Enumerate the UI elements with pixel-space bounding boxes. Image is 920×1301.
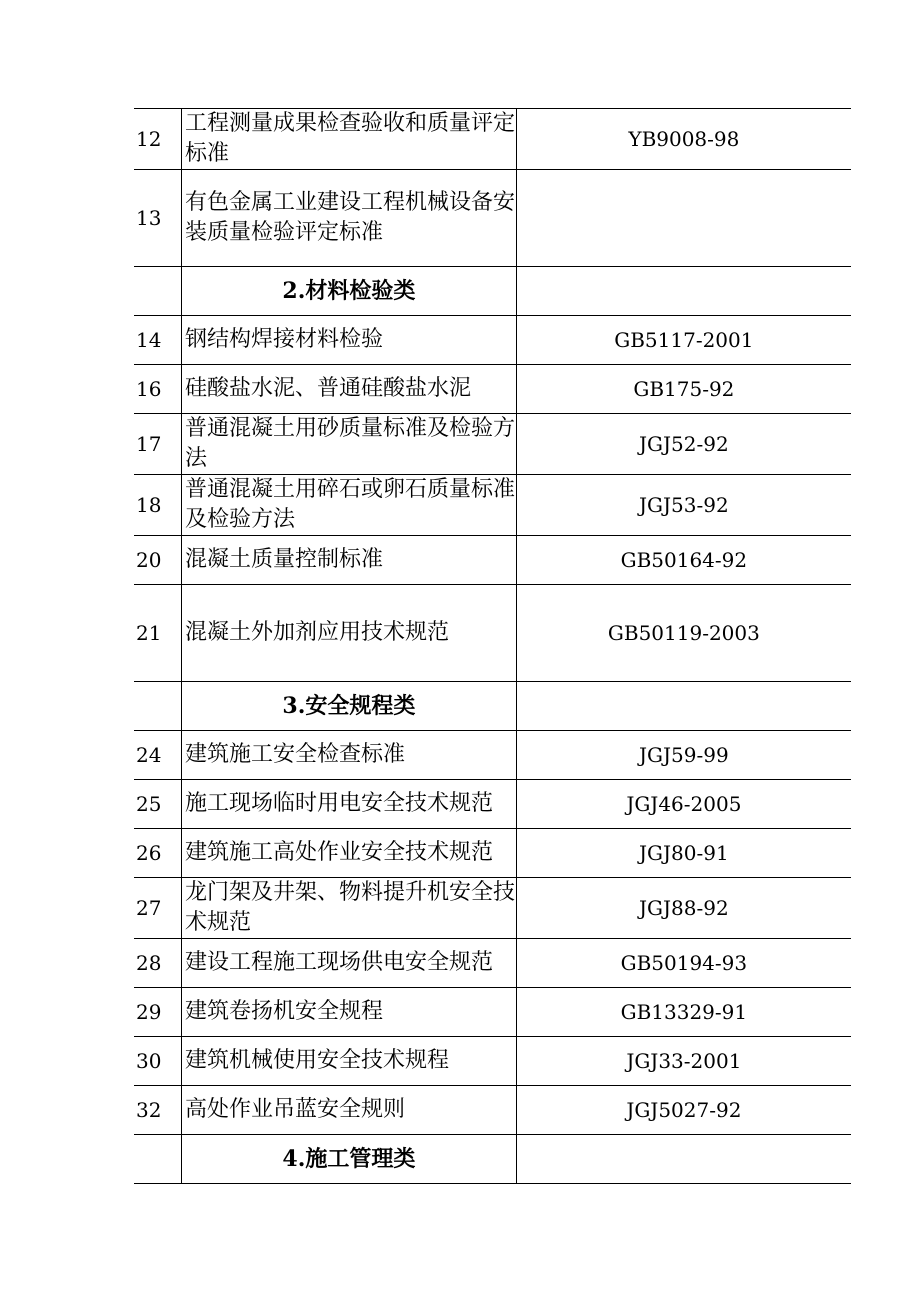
category-label: 4.施工管理类 [182, 1135, 517, 1184]
standard-code: JGJ46-2005 [516, 780, 851, 829]
row-number: 12 [134, 109, 182, 170]
category-row [134, 1135, 851, 1184]
table-row [134, 170, 851, 267]
row-number-empty [134, 267, 182, 316]
category-label: 2.材料检验类 [182, 267, 517, 316]
table-row [134, 731, 851, 780]
standard-name: 施工现场临时用电安全技术规范 [182, 780, 517, 829]
standard-code: GB50119-2003 [516, 585, 851, 682]
standard-code-empty [516, 267, 851, 316]
row-number: 16 [134, 365, 182, 414]
category-row [134, 682, 851, 731]
row-number: 17 [134, 414, 182, 475]
standard-name: 建设工程施工现场供电安全规范 [182, 939, 517, 988]
standard-code: JGJ52-92 [516, 414, 851, 475]
standard-name: 建筑卷扬机安全规程 [182, 988, 517, 1037]
standard-code: JGJ5027-92 [516, 1086, 851, 1135]
standard-code-empty [516, 682, 851, 731]
standard-code: GB13329-91 [516, 988, 851, 1037]
standard-code: YB9008-98 [516, 109, 851, 170]
standard-name: 建筑施工安全检查标准 [182, 731, 517, 780]
table-row [134, 1037, 851, 1086]
standard-name: 高处作业吊蓝安全规则 [182, 1086, 517, 1135]
row-number: 27 [134, 878, 182, 939]
row-number: 13 [134, 170, 182, 267]
row-number: 18 [134, 475, 182, 536]
table-row [134, 316, 851, 365]
row-number-empty [134, 1135, 182, 1184]
standard-name: 龙门架及井架、物料提升机安全技术规范 [182, 878, 517, 939]
standard-code: JGJ80-91 [516, 829, 851, 878]
table-row [134, 780, 851, 829]
table-row [134, 536, 851, 585]
standard-code: JGJ53-92 [516, 475, 851, 536]
standard-name: 有色金属工业建设工程机械设备安装质量检验评定标准 [182, 170, 517, 267]
standard-name: 普通混凝土用碎石或卵石质量标准及检验方法 [182, 475, 517, 536]
standard-code: JGJ88-92 [516, 878, 851, 939]
standard-code: GB5117-2001 [516, 316, 851, 365]
standard-code: JGJ59-99 [516, 731, 851, 780]
standard-code: GB50164-92 [516, 536, 851, 585]
standard-code-empty [516, 1135, 851, 1184]
row-number: 32 [134, 1086, 182, 1135]
table-row [134, 475, 851, 536]
standard-name: 硅酸盐水泥、普通硅酸盐水泥 [182, 365, 517, 414]
standard-code: GB50194-93 [516, 939, 851, 988]
row-number: 26 [134, 829, 182, 878]
row-number: 14 [134, 316, 182, 365]
table-row [134, 585, 851, 682]
standard-code: JGJ33-2001 [516, 1037, 851, 1086]
row-number: 21 [134, 585, 182, 682]
category-label: 3.安全规程类 [182, 682, 517, 731]
row-number: 28 [134, 939, 182, 988]
category-row [134, 267, 851, 316]
standard-name: 建筑机械使用安全技术规程 [182, 1037, 517, 1086]
standard-code: GB175-92 [516, 365, 851, 414]
table-row [134, 414, 851, 475]
table-row [134, 1086, 851, 1135]
standards-table [134, 108, 851, 1184]
row-number-empty [134, 682, 182, 731]
standard-name: 工程测量成果检查验收和质量评定标准 [182, 109, 517, 170]
row-number: 25 [134, 780, 182, 829]
standard-name: 普通混凝土用砂质量标准及检验方法 [182, 414, 517, 475]
row-number: 30 [134, 1037, 182, 1086]
table-row [134, 878, 851, 939]
standard-name: 混凝土质量控制标准 [182, 536, 517, 585]
table-row [134, 829, 851, 878]
row-number: 24 [134, 731, 182, 780]
table-row [134, 109, 851, 170]
row-number: 29 [134, 988, 182, 1037]
standard-name: 混凝土外加剂应用技术规范 [182, 585, 517, 682]
standard-name: 钢结构焊接材料检验 [182, 316, 517, 365]
standard-name: 建筑施工高处作业安全技术规范 [182, 829, 517, 878]
row-number: 20 [134, 536, 182, 585]
table-row [134, 939, 851, 988]
table-row [134, 365, 851, 414]
standard-code [516, 170, 851, 267]
table-row [134, 988, 851, 1037]
